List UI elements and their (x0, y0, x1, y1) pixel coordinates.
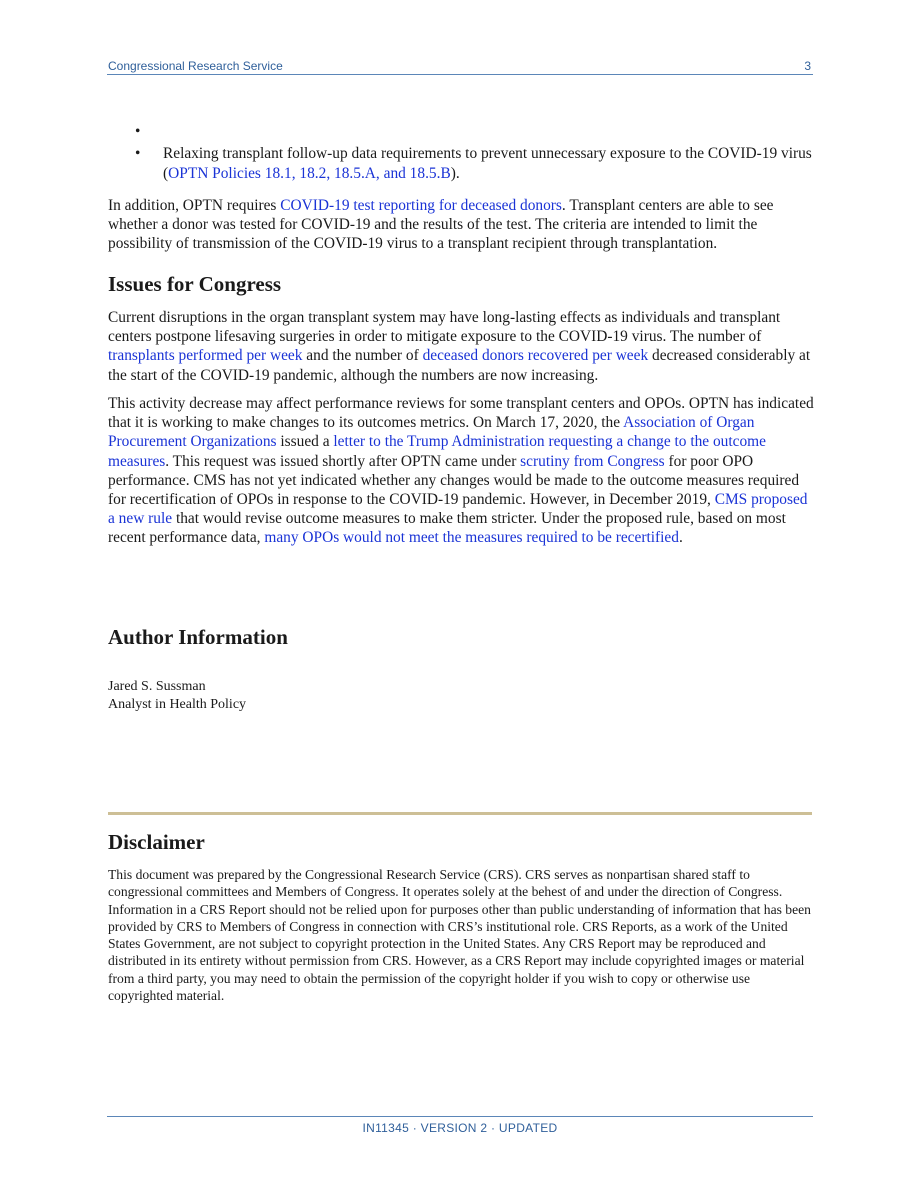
transplants-per-week-link[interactable]: transplants performed per week (108, 347, 303, 365)
paragraph-optn-requirements (108, 196, 814, 254)
author-block (108, 678, 246, 714)
text-run: decreased considerably at the start of the COVID-19 pandemic, although the numbers are now increasing. (108, 347, 811, 384)
page-number: 3 (804, 59, 811, 73)
aopo-link[interactable]: Association of Organ Procurement Organizations (108, 414, 755, 451)
section-heading-disclaimer: Disclaimer (108, 830, 205, 854)
bullet-icon: • (135, 123, 141, 140)
disclaimer-text: This document was prepared by the Congressional Research Service (CRS). CRS serves as nonpartisan shared staff to congressional committees and Members of Congress. It operates solely at the behest of and under the direction of Congress. Information in a CRS Report should not be relied upon for purposes other than public understanding of information that has been provided by CRS to Members of Congress in connection with CRS’s institutional role. CRS Reports, as a work of the United States Government, are not subject to copyright protection in the United States. Any CRS Report may be reproduced and distributed in its entirety without permission from CRS. However, as a CRS Report may include copyrighted images or material from a third party, you may need to obtain the permission of the copyright holder if you wish to copy or otherwise use copyrighted material. (108, 867, 811, 1004)
text-run: for poor OPO performance. CMS has not yet indicated whether any changes would be made to the outcome measures required for recertification of OPOs in response to the COVID-19 pandemic. However, in December 2019, (108, 452, 800, 509)
deceased-donors-link[interactable]: deceased donors recovered per week (422, 347, 649, 365)
section-divider (108, 812, 812, 815)
scrutiny-from-congress-link[interactable]: scrutiny from Congress (520, 452, 665, 470)
letter-to-administration-link[interactable]: letter to the Trump Administration requesting a change to the outcome measures (108, 433, 766, 470)
covid-test-reporting-link[interactable]: COVID-19 test reporting for deceased donors (280, 197, 562, 214)
paragraph-issues-1 (108, 308, 814, 385)
optn-policies-link[interactable]: OPTN Policies 18.1, 18.2, 18.5.A, and 18.5.B (168, 164, 451, 182)
bullet-text-end: ). (450, 164, 460, 182)
bullet-list (108, 122, 814, 183)
text-run: In addition, OPTN requires (108, 197, 281, 214)
text-run: issued a (276, 433, 334, 451)
text-run: and the number of (302, 347, 423, 365)
footer-divider (107, 1116, 813, 1117)
text-run: . This request was issued shortly after OPTN came under (165, 452, 521, 470)
paragraph-issues-2 (108, 394, 814, 548)
text-run: . (678, 529, 683, 547)
text-run: that would revise outcome measures to make them stricter. Under the proposed rule, based on most recent performance data, (108, 510, 786, 547)
text-run: . Transplant centers are able to see whether a donor was tested for COVID-19 and the results of the test. The criteria are intended to limit the possibility of transmission of the COVID-19 virus to a transplant recipient through transplantation. (108, 197, 774, 253)
author-name: Jared S. Sussman (108, 679, 206, 694)
many-opos-link[interactable]: many OPOs would not meet the measures required to be recertified (264, 529, 679, 547)
cms-proposed-rule-link[interactable]: CMS proposed a new rule (108, 491, 808, 528)
text-run: This activity decrease may affect performance reviews for some transplant centers and OPOs. OPTN has indicated that it is working to make changes to its outcomes metrics. On March 17, 2020, the (108, 395, 814, 432)
author-title: Analyst in Health Policy (108, 697, 247, 712)
bullet-icon: • (135, 145, 141, 162)
bullet-text: Relaxing transplant follow-up data requirements to prevent unnecessary exposure to the COVID-19 virus ( (163, 145, 812, 182)
section-heading-author: Author Information (108, 625, 288, 649)
section-heading-issues: Issues for Congress (108, 272, 282, 296)
list-item (108, 122, 814, 144)
page-header (107, 58, 813, 75)
page-footer: IN11345 · VERSION 2 · UPDATED (362, 1121, 558, 1135)
header-org-name: Congressional Research Service (108, 59, 283, 73)
text-run: Current disruptions in the organ transplant system may have long-lasting effects as individuals and transplant centers postpone lifesaving surgeries in order to mitigate exposure to the COVID-19 virus. The number of (108, 309, 781, 346)
list-item (108, 144, 814, 183)
